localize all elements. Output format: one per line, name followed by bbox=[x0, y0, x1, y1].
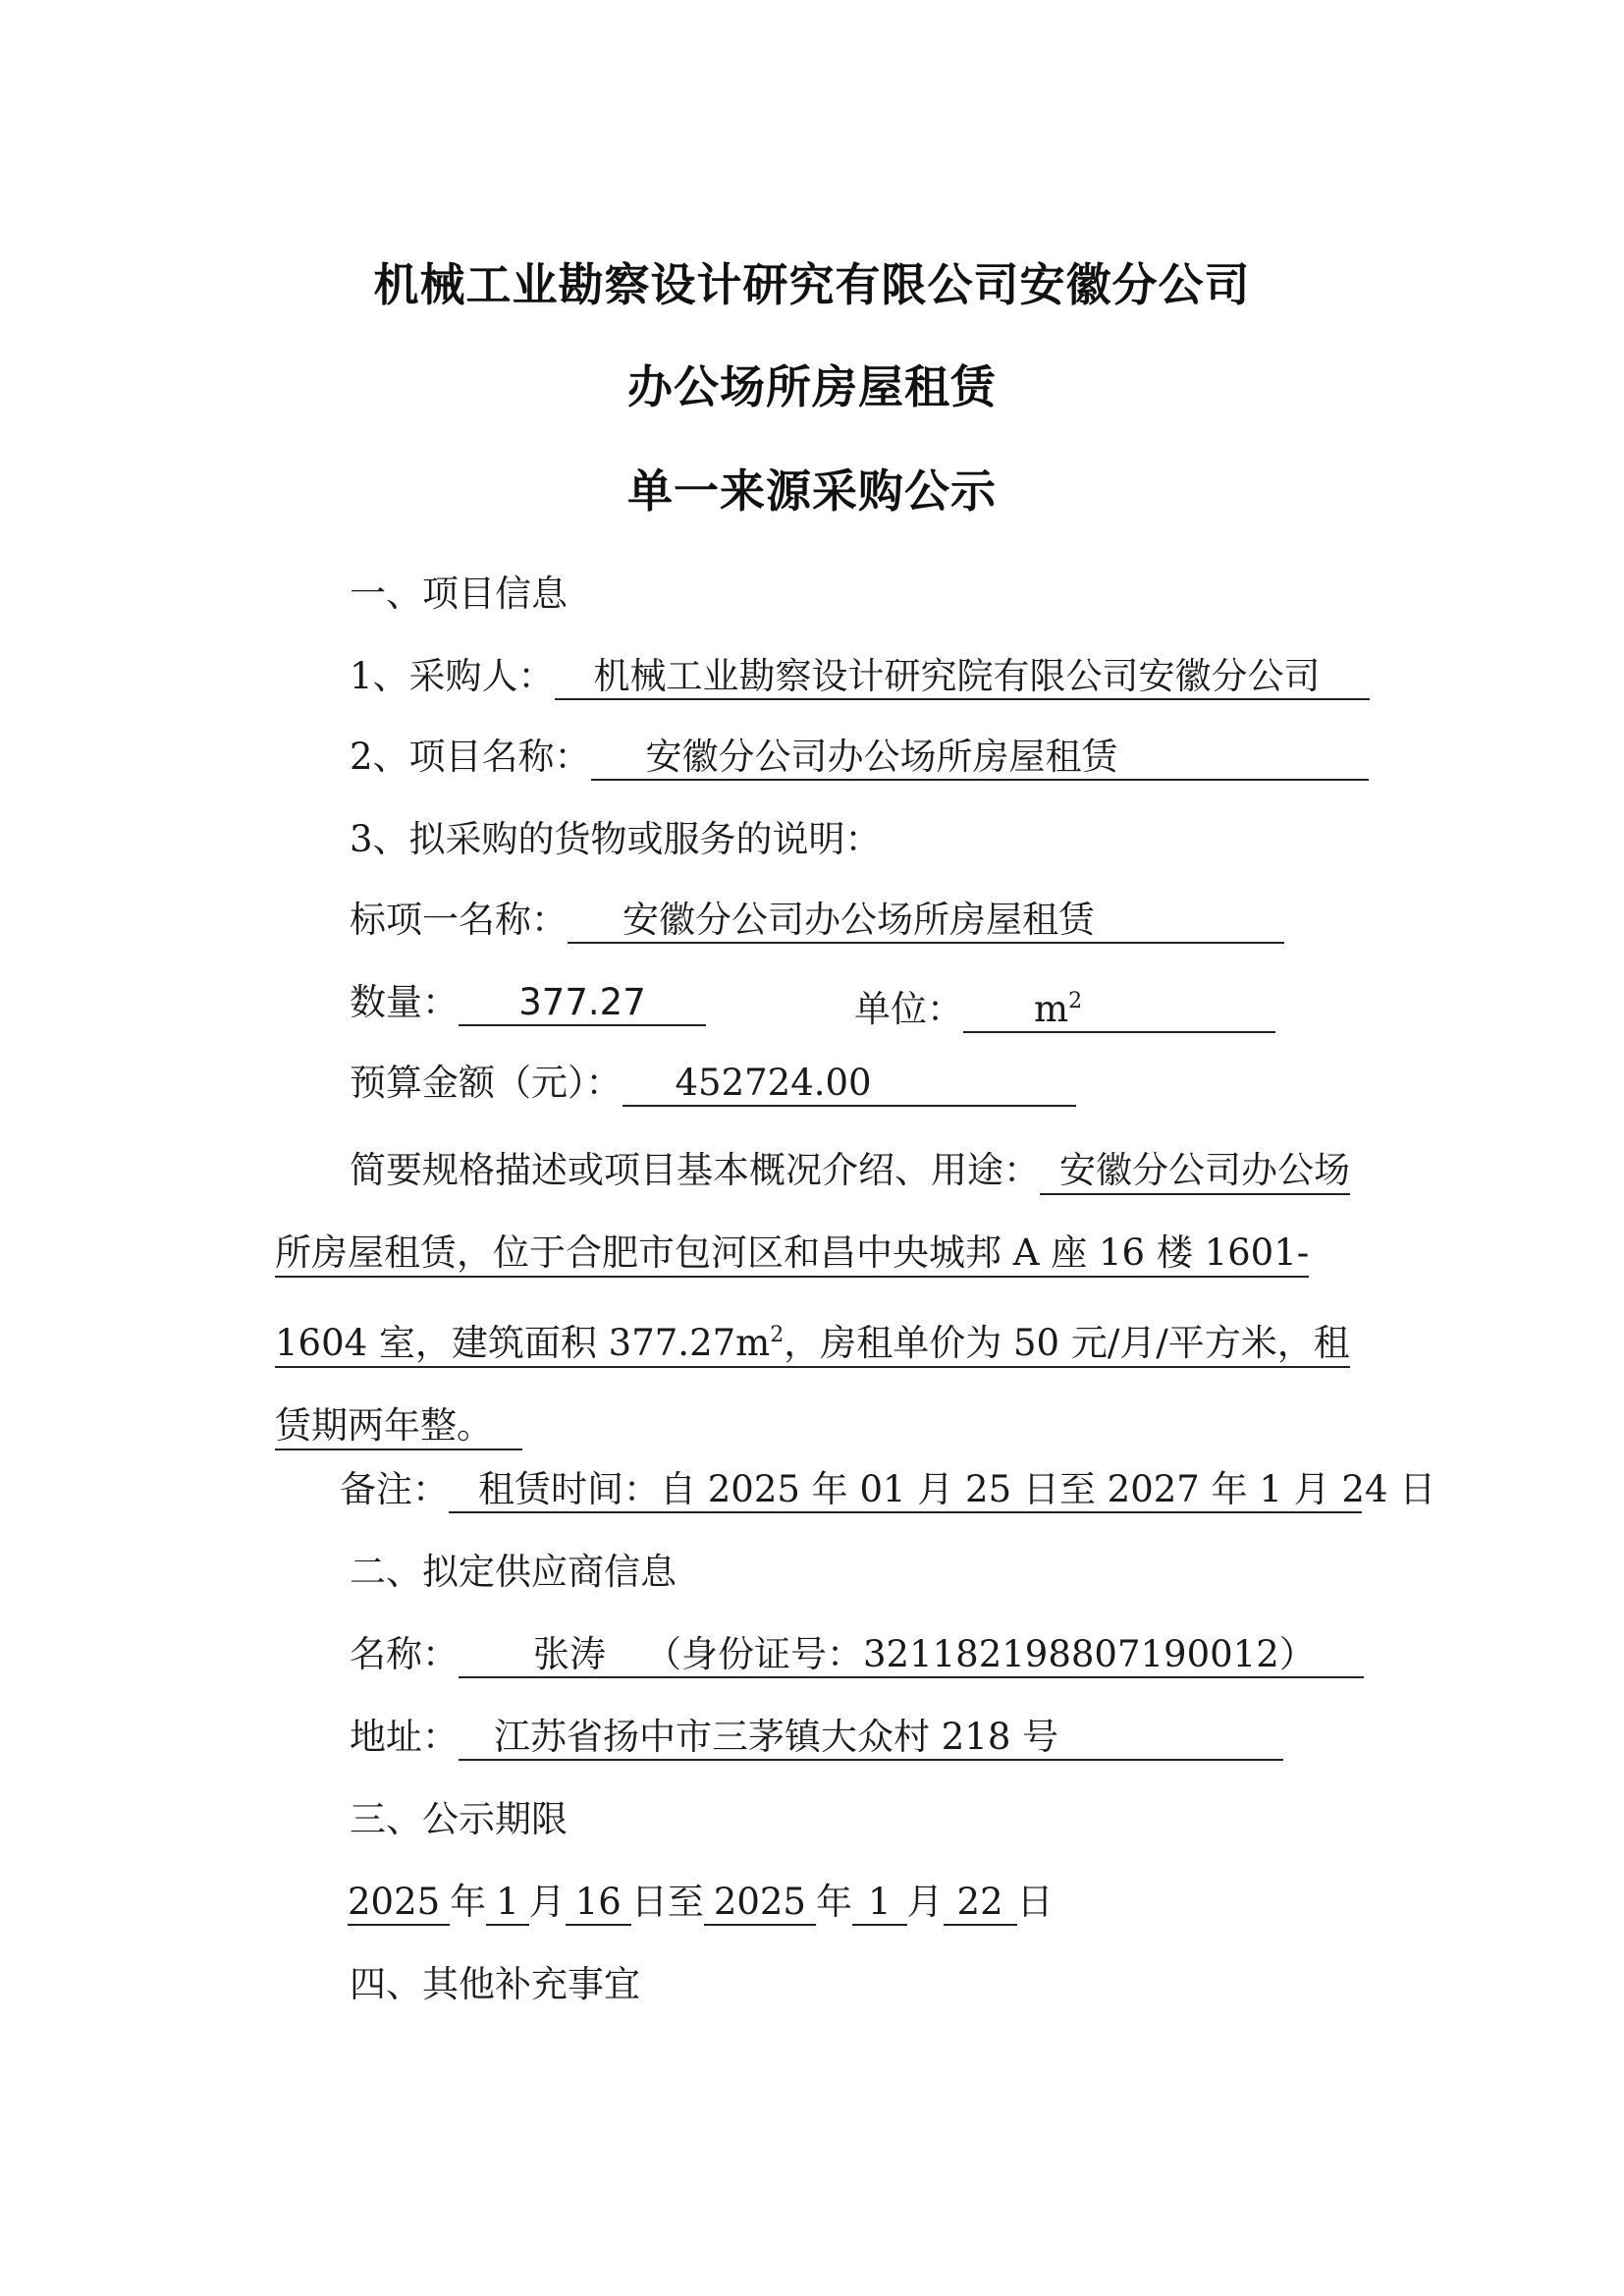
budget-label: 预算金额（元）： bbox=[350, 1062, 623, 1104]
project-name-field bbox=[591, 736, 1369, 781]
supplier-name-field bbox=[459, 1633, 1364, 1678]
start-day: 16 bbox=[566, 1881, 631, 1926]
lot-name-value: 安徽分公司办公场所房屋租赁 bbox=[623, 899, 1095, 941]
description-label: 简要规格描述或项目基本概况介绍、用途： bbox=[350, 1149, 1040, 1191]
unit-superscript: 2 bbox=[1068, 989, 1083, 1013]
lot-name-field bbox=[568, 899, 1284, 944]
supplier-name-value: 张涛 bbox=[533, 1633, 606, 1675]
quantity-row bbox=[350, 980, 706, 1026]
budget-row bbox=[350, 1061, 1076, 1107]
unit-label: 单位： bbox=[854, 988, 963, 1030]
doc-title-line1: 机械工业勘察设计研究有限公司安徽分公司 bbox=[373, 258, 1251, 311]
budget-value: 452724.00 bbox=[675, 1062, 872, 1104]
description-value-part1: 安徽分公司办公场所房屋租赁，位于合肥市包河区和昌中央城邦 A 座 16 楼 1601-1604 室，建筑面积 377.27m bbox=[275, 1149, 1350, 1364]
purchaser-field bbox=[555, 655, 1370, 700]
project-name-row bbox=[350, 735, 1369, 781]
section4-heading: 四、其他补充事宜 bbox=[350, 1963, 640, 2005]
goods-desc-label: 3、拟采购的货物或服务的说明： bbox=[350, 818, 882, 860]
doc-title-line2: 办公场所房屋租赁 bbox=[627, 360, 997, 413]
month-char-1: 月 bbox=[528, 1881, 566, 1923]
month-char-2: 月 bbox=[906, 1881, 944, 1923]
lot-name-label: 标项一名称： bbox=[350, 899, 568, 941]
supplier-address-value: 江苏省扬中市三茅镇大众村 218 号 bbox=[494, 1716, 1059, 1758]
unit-row bbox=[854, 980, 1275, 1033]
end-day: 22 bbox=[944, 1881, 1017, 1926]
section1-heading: 一、项目信息 bbox=[350, 573, 568, 615]
supplier-address-row bbox=[350, 1715, 1283, 1761]
supplier-address-field bbox=[459, 1716, 1283, 1761]
description-value-part2: ，房租单价为 50 元/月/平方米，租赁期两年整。 bbox=[275, 1322, 1350, 1447]
section2-heading: 二、拟定供应商信息 bbox=[350, 1551, 677, 1593]
remark-label: 备注： bbox=[340, 1468, 449, 1510]
lot-name-row bbox=[350, 898, 1284, 944]
end-year: 2025 bbox=[704, 1881, 816, 1926]
remark-field bbox=[449, 1468, 1436, 1513]
purchaser-value: 机械工业勘察设计研究院有限公司安徽分公司 bbox=[593, 655, 1321, 697]
description-superscript: 2 bbox=[770, 1323, 785, 1347]
supplier-name-row bbox=[350, 1632, 1364, 1678]
year-char-1: 年 bbox=[450, 1881, 487, 1923]
quantity-value: 377.27 bbox=[459, 981, 706, 1026]
notice-period-row bbox=[348, 1880, 1054, 1926]
unit-value: m bbox=[1034, 988, 1069, 1030]
purchaser-row bbox=[350, 654, 1370, 700]
quantity-label: 数量： bbox=[350, 981, 459, 1023]
doc-title-line3: 单一来源采购公示 bbox=[627, 465, 997, 518]
description-paragraph bbox=[275, 1129, 1360, 1467]
start-year: 2025 bbox=[348, 1881, 450, 1926]
day-char: 日 bbox=[1016, 1881, 1054, 1923]
remark-row bbox=[340, 1467, 1436, 1513]
project-name-value: 安徽分公司办公场所房屋租赁 bbox=[645, 736, 1118, 778]
section3-heading: 三、公示期限 bbox=[350, 1798, 568, 1840]
year-char-2: 年 bbox=[815, 1881, 852, 1923]
supplier-address-label: 地址： bbox=[350, 1716, 459, 1758]
supplier-id-value: （身份证号：321182198807190012） bbox=[645, 1633, 1316, 1675]
purchaser-label: 1、采购人： bbox=[350, 655, 555, 697]
budget-field bbox=[623, 1062, 1076, 1107]
unit-field bbox=[963, 980, 1275, 1033]
remark-value: 租赁时间：自 2025 年 01 月 25 日至 2027 年 1 月 24 日 bbox=[478, 1468, 1436, 1510]
start-month: 1 bbox=[486, 1881, 529, 1926]
day-to: 日至 bbox=[630, 1881, 704, 1923]
supplier-name-label: 名称： bbox=[350, 1633, 459, 1675]
project-name-label: 2、项目名称： bbox=[350, 736, 591, 778]
end-month: 1 bbox=[852, 1881, 907, 1926]
